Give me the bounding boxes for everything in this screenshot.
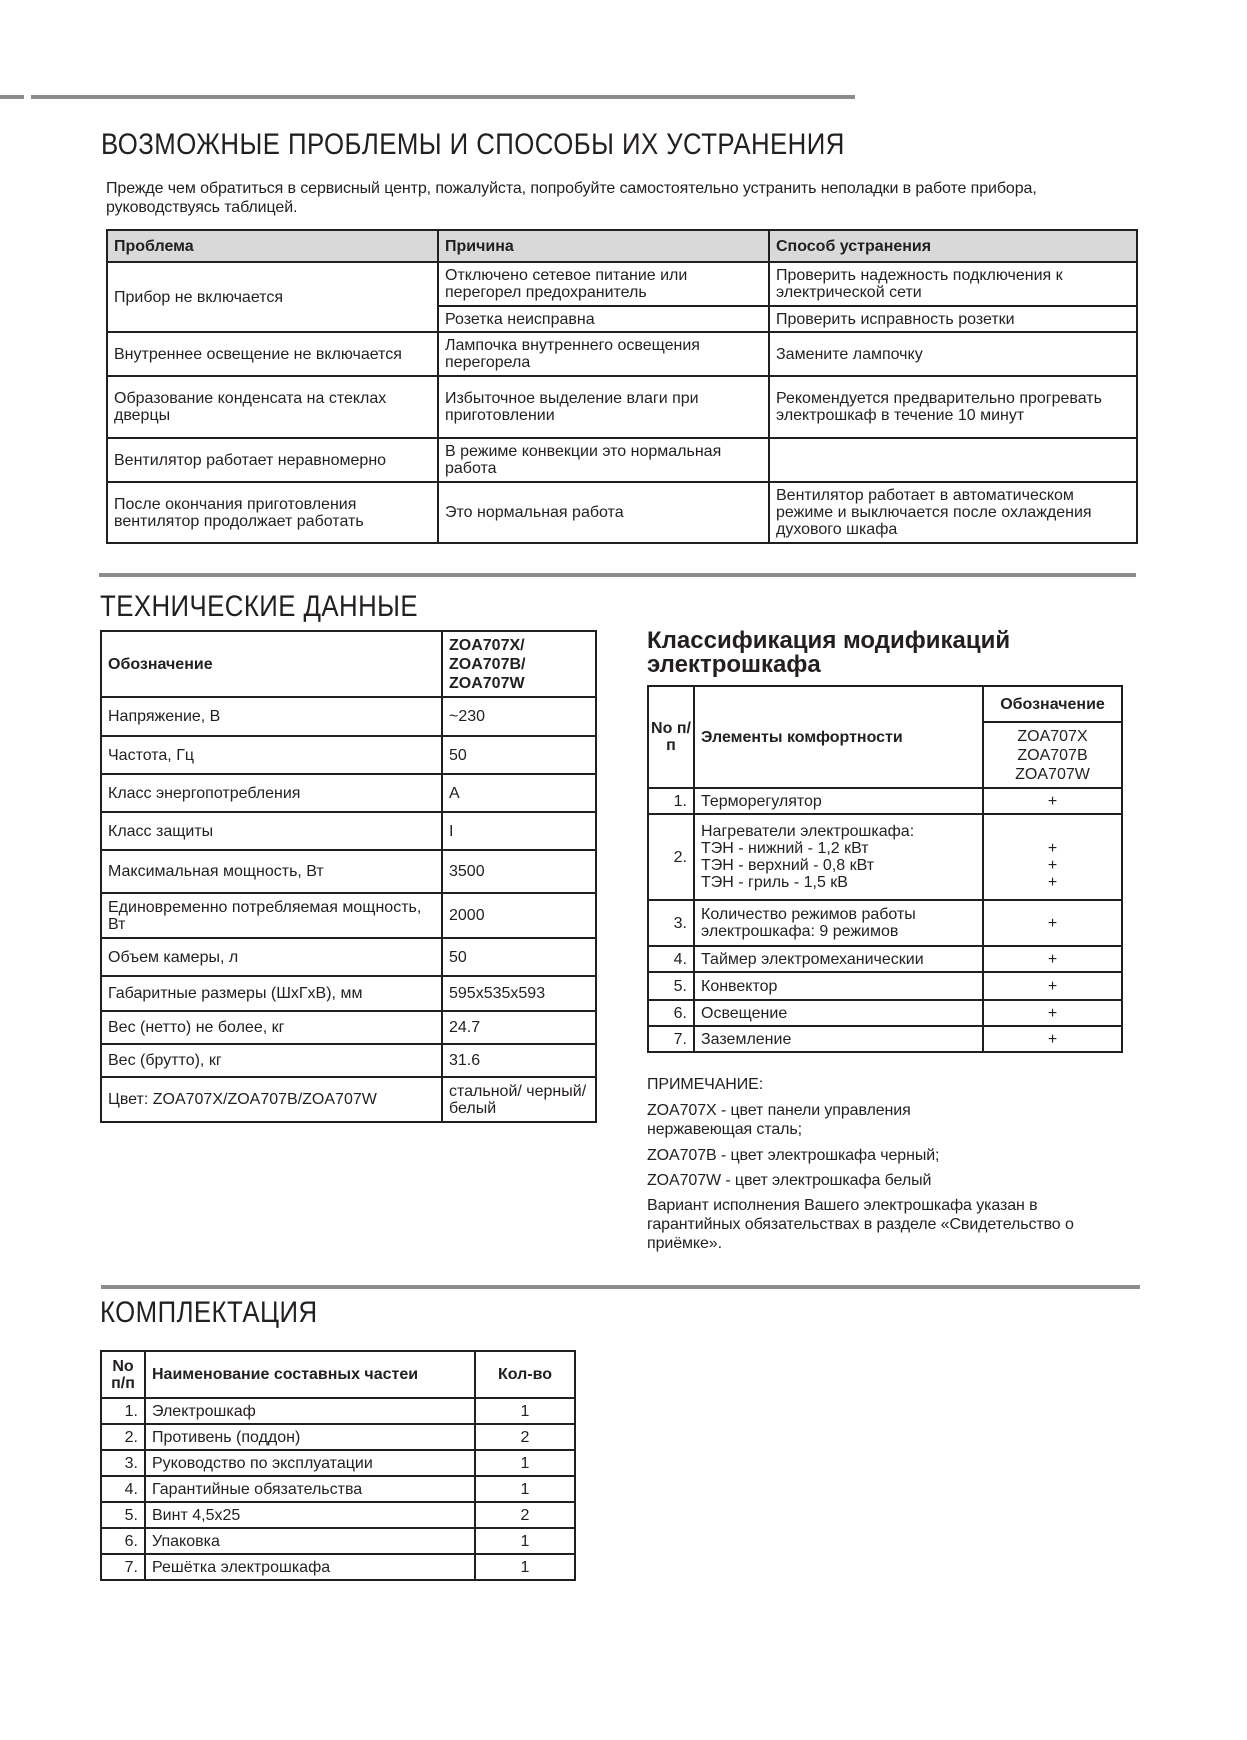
- troubleshooting-intro: Прежде чем обратиться в сервисный центр, пожалуйста, попробуйте самостоятельно устранить неполадки в работе прибора, руководствуясь таблицей.: [106, 180, 1037, 216]
- table-row: 5. Винт 4,5x25 2: [101, 1502, 575, 1528]
- table-row: Объем камеры, л 50: [101, 938, 596, 976]
- col-header: Причина: [438, 230, 769, 262]
- table-row: 2. Противень (поддон) 2: [101, 1424, 575, 1450]
- section-divider: [101, 1285, 1140, 1289]
- note-line: ZOA707B - цвет электрошкафа черный;: [647, 1147, 940, 1164]
- table-row: 3. Количество режимов работы электрошкафа: 9 режимов +: [648, 900, 1122, 946]
- header-rule-short: [0, 95, 24, 99]
- table-row: Прибор не включается Отключено сетевое питание или перегорел предохранитель Проверить надежность подключения к электрической сети: [107, 262, 1137, 306]
- table-row: 4. Гарантийные обязательства 1: [101, 1476, 575, 1502]
- kit-table: No п/п Наименование составных частеи Кол-во 1. Электрошкаф 1 2. Противень (поддон) 2 3. Руководство по эксплуатации 1 4. Гарантийные обязательства 1 5. Винт 4,5x25 2 6. Упаковка 1 7. Решётка электрошкафа 1: [100, 1350, 576, 1581]
- classification-title: Классификация модификаций электрошкафа: [647, 627, 1011, 678]
- troubleshooting-table: [106, 229, 1138, 544]
- table-row: Класс защиты I: [101, 812, 596, 850]
- table-row: 1. Электрошкаф 1: [101, 1398, 575, 1424]
- table-row: Вес (брутто), кг 31.6: [101, 1044, 596, 1077]
- classification-table: No п/п Элементы комфортности Обозначение ZOA707X ZOA707B ZOA707W 1. Терморегулятор + 2. Нагреватели электрошкафа: ТЭН - нижний - 1,2 кВт ТЭН - верхний - 0,8 кВт ТЭН - гриль - 1,5 кВ + + + 3. Количество режимов работы электрошкафа: 9 режимов + 4. Таймер электромеханическии + 5. Конвектор + 6. Освещение + 7. Заземление +: [647, 685, 1123, 1053]
- note-line: ZOA707W - цвет электрошкафа белый: [647, 1172, 932, 1189]
- table-row: Частота, Гц 50: [101, 736, 596, 774]
- table-row: Максимальная мощность, Вт 3500: [101, 850, 596, 893]
- table-row: Габаритные размеры (ШхГхВ), мм 595x535x593: [101, 976, 596, 1011]
- col-header: Способ устранения: [769, 230, 1137, 262]
- table-row: Вес (нетто) не более, кг 24.7: [101, 1011, 596, 1044]
- tech-table: Обозначение ZOA707X/ ZOA707B/ ZOA707W Напряжение, В ~230 Частота, Гц 50 Класс энергопотребления A Класс защиты I Максимальная мощность, Вт 3500 Единовременно потребляемая мощность, Вт 2000 Объем камеры, л 50 Габаритные размеры (ШхГхВ), мм 595x535x593 Вес (нетто) не более, кг 24.7 Вес (брутто), кг 31.6 Цвет: ZOA707X/ZOA707B/ZOA707W стальной/ черный/белый: [100, 630, 597, 1123]
- table-row: 6. Освещение +: [648, 1000, 1122, 1026]
- kit-title: КОМПЛЕКТАЦИЯ: [100, 1296, 318, 1329]
- table-row: Розетка неисправна Проверить исправность розетки: [107, 306, 1137, 332]
- table-row: 3. Руководство по эксплуатации 1: [101, 1450, 575, 1476]
- table-row: 7. Заземление +: [648, 1026, 1122, 1052]
- table-row: Единовременно потребляемая мощность, Вт 2000: [101, 893, 596, 938]
- table-row: 6. Упаковка 1: [101, 1528, 575, 1554]
- note-line: Вариант исполнения Вашего электрошкафа указан в гарантийных обязательствах в разделе «Свидетельство о приёмке».: [647, 1197, 1074, 1252]
- table-row: 5. Конвектор +: [648, 972, 1122, 1000]
- header-rule: [31, 95, 855, 99]
- troubleshooting-title: ВОЗМОЖНЫЕ ПРОБЛЕМЫ И СПОСОБЫ ИХ УСТРАНЕНИЯ: [101, 128, 845, 161]
- tech-title: ТЕХНИЧЕСКИЕ ДАННЫЕ: [100, 590, 419, 623]
- note-title: ПРИМЕЧАНИЕ:: [647, 1076, 764, 1093]
- table-row: Напряжение, В ~230: [101, 697, 596, 736]
- table-row: После окончания приготовления вентилятор продолжает работать Это нормальная работа Вентилятор работает в автоматическом режиме и выключается после охлаждения духового шкафа: [107, 482, 1137, 543]
- table-row: Вентилятор работает неравномерно В режиме конвекции это нормальная работа: [107, 438, 1137, 482]
- table-row: Цвет: ZOA707X/ZOA707B/ZOA707W стальной/ черный/белый: [101, 1077, 596, 1122]
- col-header: Проблема: [107, 230, 438, 262]
- table-row: Класс энергопотребления A: [101, 774, 596, 812]
- table-row: Образование конденсата на стеклах дверцы Избыточное выделение влаги при приготовлении Рекомендуется предварительно прогревать электрошкаф в течение 10 минут: [107, 376, 1137, 438]
- table-row: Внутреннее освещение не включается Лампочка внутреннего освещения перегорела Замените лампочку: [107, 332, 1137, 376]
- note-line: ZOA707X - цвет панели управления нержавеющая сталь;: [647, 1102, 911, 1138]
- table-row: 4. Таймер электромеханическии +: [648, 946, 1122, 972]
- table-row: 2. Нагреватели электрошкафа: ТЭН - нижний - 1,2 кВт ТЭН - верхний - 0,8 кВт ТЭН - гриль - 1,5 кВ + + +: [648, 814, 1122, 900]
- table-row: 7. Решётка электрошкафа 1: [101, 1554, 575, 1580]
- section-divider: [99, 573, 1136, 577]
- table-row: 1. Терморегулятор +: [648, 788, 1122, 814]
